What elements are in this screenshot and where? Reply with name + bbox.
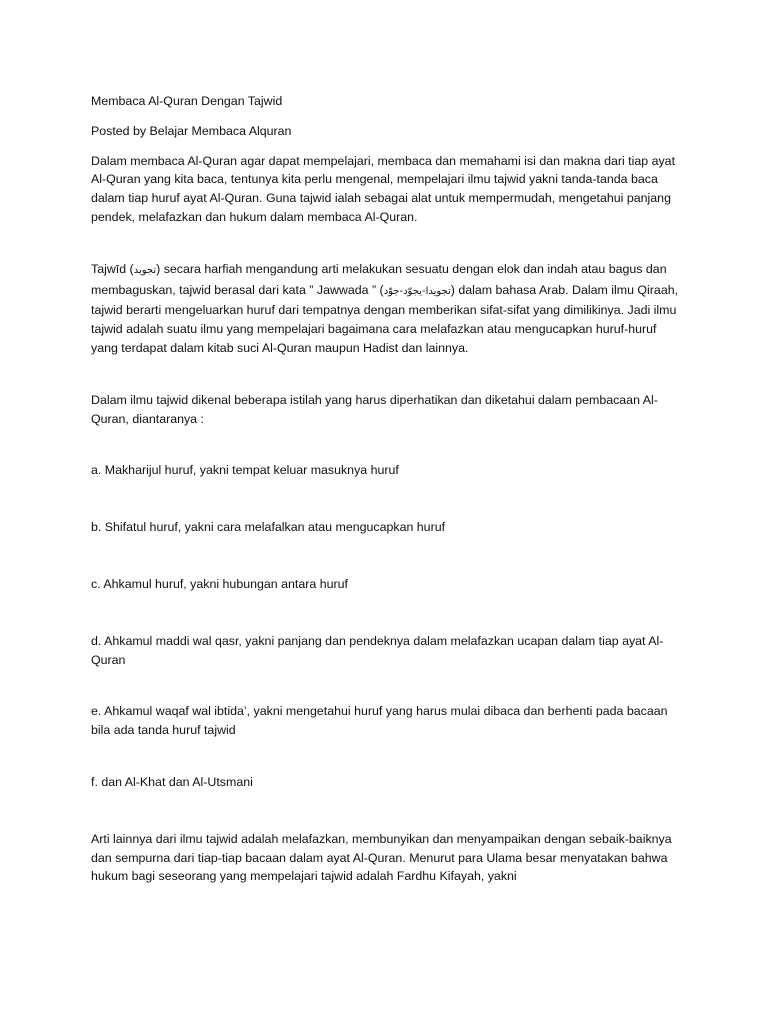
definition-middle: ) secara harfiah mengandung arti melakukan sesuatu dengan elok dan indah atau bagus dan membaguskan, tajwid berasal dari kata ” Jawwada ” ( [91,261,667,297]
term-item-e: e. Ahkamul waqaf wal ibtida’, yakni mengetahui huruf yang harus mulai dibaca dan berhenti pada bacaan bila ada tanda huruf tajwid [91,704,668,738]
arabic-term-jawwada: تجويدا-يجوّد-جوّد [383,285,451,297]
terms-intro-paragraph: Dalam ilmu tajwid dikenal beberapa istilah yang harus diperhatikan dan diketahui dalam pembacaan Al-Quran, diantaranya : [91,392,658,426]
document-body [91,92,681,886]
definition-lead: Tajwīd ( [91,261,134,276]
term-item-c: c. Ahkamul huruf, yakni hubungan antara huruf [91,576,348,591]
term-item-f: f. dan Al-Khat dan Al-Utsmani [91,774,253,789]
posted-by: Posted by Belajar Membaca Alquran [91,123,292,138]
definition-paragraph [91,260,681,358]
term-item-d: d. Ahkamul maddi wal qasr, yakni panjang dan pendeknya dalam melafazkan ucapan dalam tiap ayat Al-Quran [91,633,664,667]
intro-paragraph: Dalam membaca Al-Quran agar dapat mempelajari, membaca dan memahami isi dan makna dari tiap ayat Al-Quran yang kita baca, tentunya kita perlu mengenal, mempelajari ilmu tajwid yakni tanda-tanda baca dalam tiap huruf ayat Al-Quran. Guna tajwid ialah sebagai alat untuk mempermudah, mengetahui panjang pendek, melafazkan dan hukum dalam membaca Al-Quran. [91,153,676,224]
closing-paragraph: Arti lainnya dari ilmu tajwid adalah melafazkan, membunyikan dan menyampaikan dengan sebaik-baiknya dan sempurna dari tiap-tiap bacaan dalam ayat Al-Quran. Menurut para Ulama besar menyatakan bahwa hukum bagi seseorang yang mempelajari tajwid adalah Fardhu Kifayah, yakni [91,831,672,884]
term-item-b: b. Shifatul huruf, yakni cara melafalkan atau mengucapkan huruf [91,520,446,535]
term-item-a: a. Makharijul huruf, yakni tempat keluar masuknya huruf [91,463,399,478]
definition-tail: ) dalam bahasa Arab. Dalam ilmu Qiraah, tajwid berarti mengeluarkan huruf dari tempatnya dengan memberikan sifat-sifat yang dimilikinya. Jadi ilmu tajwid adalah suatu ilmu yang mempelajari bagaimana cara melafazkan atau mengucapkan huruf-huruf yang terdapat dalam kitab suci Al-Quran maupun Hadist dan lainnya. [91,282,679,355]
document-title: Membaca Al-Quran Dengan Tajwid [91,94,283,108]
arabic-term-tajwid: تجويد [133,264,157,276]
